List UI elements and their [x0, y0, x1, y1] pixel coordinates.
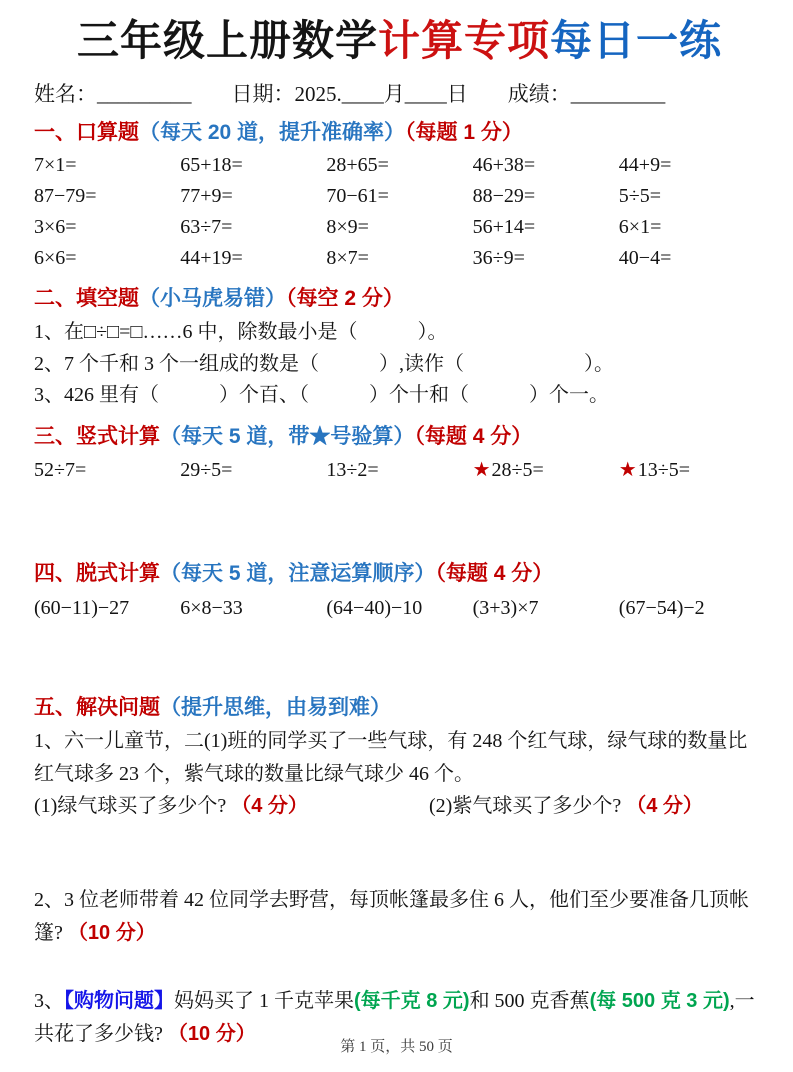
date-month-blank: ____ — [341, 81, 384, 106]
oral-problem: 6×6= — [34, 246, 77, 269]
section5-heading — [34, 693, 765, 723]
word-problem-3-number: 3、 — [34, 990, 64, 1013]
section3-score: （每题 4 分） — [414, 424, 533, 448]
shopping-problem-tag: 【购物问题】 — [64, 990, 174, 1013]
oral-problem: 44+9= — [618, 153, 672, 176]
vertical-calc-row — [34, 455, 765, 485]
page-title — [34, 16, 765, 66]
section2-score: （每空 2 分） — [286, 286, 404, 310]
vertical-problem: 52÷7= — [34, 459, 87, 482]
section4-score: （每题 4 分） — [435, 562, 554, 586]
oral-problem: 36÷9= — [472, 246, 525, 269]
oral-problem: 40−4= — [618, 246, 672, 269]
vertical-problem: 13÷5= — [637, 459, 690, 482]
date-label: 日期：2025. — [231, 81, 342, 106]
section3-hint: （每天 5 道，带★号验算） — [160, 424, 415, 448]
oral-problem: 8×9= — [326, 215, 369, 238]
section1-title: 一、口算题 — [34, 120, 139, 144]
date-day-blank: ____ — [404, 81, 447, 106]
fill-blank-item: 1、在□÷□=□……6 中，除数最小是（ ）。 — [34, 321, 448, 344]
star-icon: ★ — [472, 459, 491, 482]
stepwise-problem: (60−11)−27 — [34, 596, 130, 619]
word-problem-2-score: （10 分） — [67, 921, 156, 944]
work-space — [34, 623, 765, 683]
date-field — [232, 78, 468, 108]
section2-title: 二、填空题 — [34, 286, 139, 310]
oral-problem: 56+14= — [472, 215, 536, 238]
name-label: 姓名： — [34, 81, 97, 106]
score-label: 成绩： — [507, 81, 571, 106]
title-part-blue: 每日一练 — [550, 17, 723, 64]
stepwise-calc-row — [34, 593, 765, 623]
work-space — [34, 949, 765, 983]
oral-problem: 7×1= — [34, 153, 77, 176]
section4-heading — [34, 559, 765, 589]
subquestion-1-text: (1)绿气球买了多少个? — [34, 795, 232, 818]
oral-problem: 28+65= — [326, 153, 389, 176]
fill-blank-item: 2、7 个千和 3 个一组成的数是（ ）,读作（ ）。 — [34, 352, 614, 375]
stepwise-problem: (64−40)−10 — [326, 596, 423, 619]
student-info-row — [34, 78, 765, 108]
oral-problem: 70−61= — [326, 184, 389, 207]
title-part-black: 三年级上册数学 — [76, 17, 378, 64]
oral-problem: 87−79= — [34, 184, 97, 207]
section1-hint: （每天 20 道，提升准确率） — [139, 120, 406, 144]
name-blank: _________ — [97, 81, 192, 106]
score-blank: _________ — [570, 81, 666, 106]
section1-heading — [34, 118, 765, 148]
price-note-banana: (每 500 克 3 元) — [589, 990, 730, 1013]
stepwise-problem: 6×8−33 — [180, 596, 243, 619]
oral-calc-grid — [34, 150, 765, 274]
vertical-problem: 13÷2= — [326, 459, 379, 482]
subquestion-2-text: (2)紫气球买了多少个? — [429, 795, 627, 818]
date-day-label: 日 — [446, 81, 468, 106]
vertical-problem-starred — [473, 455, 619, 485]
oral-problem: 5÷5= — [618, 184, 662, 207]
word-problem-1-text: 1、六一儿童节，二(1)班的同学买了一些气球，有 248 个红气球，绿气球的数量比红气球多 23 个，紫气球的数量比绿气球少 46 个。 — [34, 730, 748, 785]
oral-problem: 65+18= — [180, 153, 243, 176]
oral-problem: 63÷7= — [180, 215, 233, 238]
subquestion-1-score: （4 分） — [231, 795, 308, 818]
word-problem-2-text — [34, 884, 765, 949]
oral-problem: 44+19= — [180, 246, 243, 269]
score-field — [508, 78, 666, 108]
page-footer: 第 1 页，共 50 页 — [340, 1039, 453, 1055]
fill-blank-list — [34, 317, 765, 412]
date-month-label: 月 — [383, 81, 405, 106]
section3-heading — [34, 422, 765, 452]
word-problem-3-score: （10 分） — [167, 1022, 256, 1045]
vertical-problem: 28÷5= — [491, 459, 544, 482]
section1-score: （每题 1 分） — [405, 120, 523, 144]
subquestion-2-score: （4 分） — [626, 795, 703, 818]
word-problem-2-body: 2、3 位老师带着 42 位同学去野营，每顶帐篷最多住 6 人，他们至少要准备几顶帐篷? — [34, 889, 749, 944]
oral-problem: 6×1= — [618, 215, 662, 238]
price-note-apple: (每千克 8 元) — [354, 990, 470, 1013]
subquestion-1 — [34, 790, 429, 822]
word-problem-1 — [34, 725, 765, 882]
section4-title: 四、脱式计算 — [34, 562, 160, 586]
work-space — [34, 822, 765, 882]
work-space — [34, 485, 765, 549]
section2-hint: （小马虎易错） — [139, 286, 286, 310]
oral-problem: 3×6= — [34, 215, 77, 238]
section4-hint: （每天 5 道，注意运算顺序） — [160, 562, 436, 586]
oral-problem: 8×7= — [326, 246, 369, 269]
fill-blank-item: 3、426 里有（ ）个百、（ ）个十和（ ）个一。 — [34, 384, 609, 407]
star-icon: ★ — [618, 459, 637, 482]
stepwise-problem: (3+3)×7 — [472, 596, 539, 619]
word-problem-3-body-2: 和 500 克香蕉 — [469, 990, 590, 1013]
section5-title: 五、解决问题 — [34, 695, 160, 719]
title-part-red: 计算专项 — [377, 17, 550, 64]
section2-heading — [34, 284, 765, 314]
oral-problem: 77+9= — [180, 184, 233, 207]
section5-hint: （提升思维，由易到难） — [160, 695, 391, 719]
word-problem-2 — [34, 884, 765, 983]
word-problem-3-body-3: ,一共花了多少钱? — [34, 990, 755, 1045]
subquestion-2 — [429, 790, 703, 822]
vertical-problem: 29÷5= — [180, 459, 233, 482]
word-problem-3-body-1: 妈妈买了 1 千克苹果 — [174, 990, 354, 1013]
word-problem-1-subquestions — [34, 790, 765, 822]
stepwise-problem: (67−54)−2 — [618, 596, 705, 619]
name-field — [34, 78, 192, 108]
section3-title: 三、竖式计算 — [34, 424, 160, 448]
vertical-problem-starred — [619, 455, 765, 485]
oral-problem: 88−29= — [472, 184, 536, 207]
oral-problem: 46+38= — [472, 153, 536, 176]
